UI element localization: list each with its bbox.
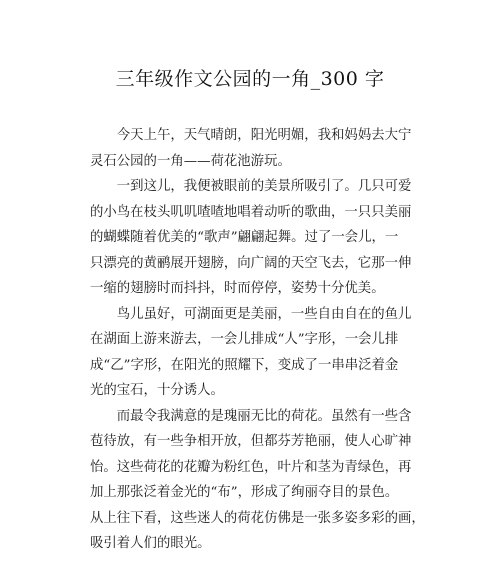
text-line: 吸引着人们的眼光。 [90, 536, 211, 551]
text-line: 只漂亮的黄鹂展开翅膀，向广阔的天空飞去，它那一伸 [90, 255, 412, 271]
text-line: 的小鸟在枝头叽叽喳喳地唱着动听的歌曲，一只只美丽 [90, 204, 412, 220]
paragraph-1 [90, 123, 420, 174]
text-line: 而最令我满意的是瑰丽无比的荷花。虽然有一些含 [116, 408, 412, 424]
paragraph-5 [90, 506, 425, 557]
text-line: 的蝴蝶随着优美的“歌声”翩翩起舞。过了一会儿，一 [90, 230, 399, 245]
paragraph-2 [90, 174, 420, 302]
text-line: 加上那张泛着金光的“布”，形成了绚丽夺目的景色。 [90, 485, 399, 500]
text-line: 苞待放，有一些争相开放，但都芬芳艳丽，使人心旷神 [90, 434, 412, 449]
paragraph-3 [90, 302, 420, 404]
document-title: 三年级作文公园的一角_300 字 [115, 68, 385, 90]
document-body [90, 123, 425, 557]
text-line: 成“乙”字形，在阳光的照耀下，变成了一串串泛着金 [90, 357, 399, 373]
text-line: 鸟儿虽好，可湖面更是美丽，一些自由自在的鱼儿 [116, 306, 412, 322]
text-line: 灵石公园的一角——荷花池游玩。 [90, 153, 291, 169]
text-line: 怡。这些荷花的花瓣为粉红色，叶片和茎为青绿色，再 [90, 459, 412, 475]
text-line: 一缩的翅膀时而抖抖，时而停停，姿势十分优美。 [90, 281, 385, 296]
text-line: 在湖面上游来游去，一会儿排成“人”字形，一会儿排 [90, 332, 399, 347]
text-line: 光的宝石，十分诱人。 [90, 383, 224, 398]
paragraph-4 [90, 404, 420, 506]
text-line: 一到这儿，我便被眼前的美景所吸引了。几只可爱 [116, 179, 412, 194]
text-line: 今天上午，天气晴朗，阳光明媚，我和妈妈去大宁 [116, 128, 412, 143]
text-line: 从上往下看，这些迷人的荷花仿佛是一张多姿多彩的画， [90, 510, 425, 526]
